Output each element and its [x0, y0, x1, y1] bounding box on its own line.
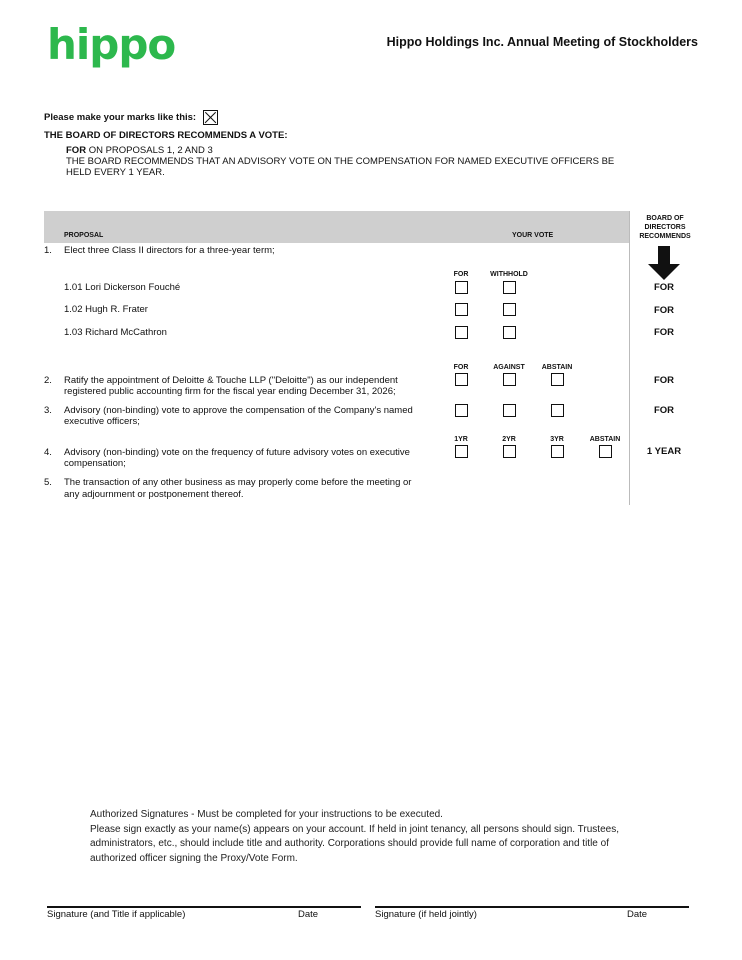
proposal-3-line-1: Advisory (non-binding) vote to approve the compensation of the Company's named — [64, 405, 413, 416]
proposal-5-line-1: The transaction of any other business as may properly come before the meeting or — [64, 477, 412, 488]
proposal-2-line-2: registered public accounting firm for the fiscal year ending December 31, 2026; — [64, 386, 396, 397]
column-divider — [629, 211, 630, 505]
proposal-5-number: 5. — [44, 477, 52, 488]
board-recommends-column-header: BOARD OF DIRECTORS RECOMMENDS — [639, 215, 691, 240]
col-abstain-label-4: ABSTAIN — [589, 436, 621, 443]
nominee-2-withhold-checkbox[interactable] — [503, 303, 516, 316]
proposal-4-1yr-checkbox[interactable] — [455, 445, 468, 458]
authorized-line-1: Authorized Signatures - Must be completed for your instructions to be executed. — [90, 809, 443, 820]
proposal-4-line-2: compensation; — [64, 458, 126, 469]
nominee-2-for-checkbox[interactable] — [455, 303, 468, 316]
proposal-1-text: Elect three Class II directors for a three-year term; — [64, 245, 275, 256]
recommendation-for: FOR — [66, 145, 87, 156]
proposal-column-header: PROPOSAL — [64, 232, 104, 239]
signature-line-2[interactable] — [375, 906, 689, 908]
proposal-4-number: 4. — [44, 447, 52, 458]
proposal-1-number: 1. — [44, 245, 52, 256]
proposal-2-abstain-checkbox[interactable] — [551, 373, 564, 386]
authorized-signatures-notice — [90, 808, 650, 866]
date-1-label: Date — [298, 909, 319, 920]
proposal-2-for-checkbox[interactable] — [455, 373, 468, 386]
nominee-3-for-checkbox[interactable] — [455, 326, 468, 339]
your-vote-column-header: YOUR VOTE — [512, 232, 554, 239]
nominee-1-withhold-checkbox[interactable] — [503, 281, 516, 294]
col-abstain-label: ABSTAIN — [541, 364, 573, 371]
signature-2-label: Signature (if held jointly) — [375, 909, 477, 920]
nominee-3-label: 1.03 Richard McCathron — [64, 327, 167, 338]
nominee-3-recommendation: FOR — [653, 327, 675, 338]
board-heading: THE BOARD OF DIRECTORS RECOMMENDS A VOTE: — [44, 130, 288, 141]
proposal-3-recommendation: FOR — [653, 405, 675, 416]
nominee-1-label: 1.01 Lori Dickerson Fouché — [64, 282, 181, 293]
proposal-4-recommendation: 1 YEAR — [646, 446, 682, 457]
signature-line-1[interactable] — [47, 906, 361, 908]
proposal-5-line-2: any adjournment or postponement thereof. — [64, 489, 244, 500]
date-2-label: Date — [627, 909, 648, 920]
proposal-3-for-checkbox[interactable] — [455, 404, 468, 417]
authorized-line-2: Please sign exactly as your name(s) appears on your account. If held in joint tenancy, all persons should sign. Trustees, administrators, etc., should include title and authority. Corporations should provide full name of corporation and title of authorized officer signing the Proxy/Vote Form. — [90, 823, 619, 864]
proposal-4-2yr-checkbox[interactable] — [503, 445, 516, 458]
hippo-logo: hippo — [47, 20, 176, 69]
col-against-label: AGAINST — [493, 364, 525, 371]
nominee-3-withhold-checkbox[interactable] — [503, 326, 516, 339]
proposal-2-number: 2. — [44, 375, 52, 386]
col-2yr-label: 2YR — [502, 436, 516, 443]
proposal-4-line-1: Advisory (non-binding) vote on the frequency of future advisory votes on executive — [64, 447, 410, 458]
nominee-2-label: 1.02 Hugh R. Frater — [64, 304, 148, 315]
nominee-2-recommendation: FOR — [653, 305, 675, 316]
marks-instruction — [44, 110, 218, 125]
proposal-2-recommendation: FOR — [653, 375, 675, 386]
proposal-3-against-checkbox[interactable] — [503, 404, 516, 417]
proposal-2-against-checkbox[interactable] — [503, 373, 516, 386]
signature-1-label: Signature (and Title if applicable) — [47, 909, 186, 920]
proposal-3-abstain-checkbox[interactable] — [551, 404, 564, 417]
nominee-1-recommendation: FOR — [653, 282, 675, 293]
meeting-title: Hippo Holdings Inc. Annual Meeting of Stockholders — [386, 35, 698, 49]
col-withhold-label: WITHHOLD — [490, 271, 528, 278]
col-for-label: FOR — [453, 271, 469, 278]
proposal-3-number: 3. — [44, 405, 52, 416]
down-arrow-icon — [648, 246, 680, 280]
nominee-1-for-checkbox[interactable] — [455, 281, 468, 294]
recommendation-line-3: HELD EVERY 1 YEAR. — [66, 167, 165, 178]
recommendation-line-1 — [66, 145, 213, 156]
recommendation-line-2: THE BOARD RECOMMENDS THAT AN ADVISORY VOTE ON THE COMPENSATION FOR NAMED EXECUTIVE OFFICERS BE — [66, 156, 615, 167]
proposal-3-line-2: executive officers; — [64, 416, 140, 427]
col-for-label-2: FOR — [453, 364, 469, 371]
proposal-4-abstain-checkbox[interactable] — [599, 445, 612, 458]
recommendation-proposals: ON PROPOSALS 1, 2 AND 3 — [86, 145, 213, 156]
proposal-4-3yr-checkbox[interactable] — [551, 445, 564, 458]
col-1yr-label: 1YR — [454, 436, 468, 443]
proposal-2-line-1: Ratify the appointment of Deloitte & Touche LLP ("Deloitte") as our independent — [64, 375, 398, 386]
marks-instruction-text: Please make your marks like this: — [44, 112, 197, 123]
col-3yr-label: 3YR — [550, 436, 564, 443]
sample-x-mark-icon — [203, 110, 218, 125]
